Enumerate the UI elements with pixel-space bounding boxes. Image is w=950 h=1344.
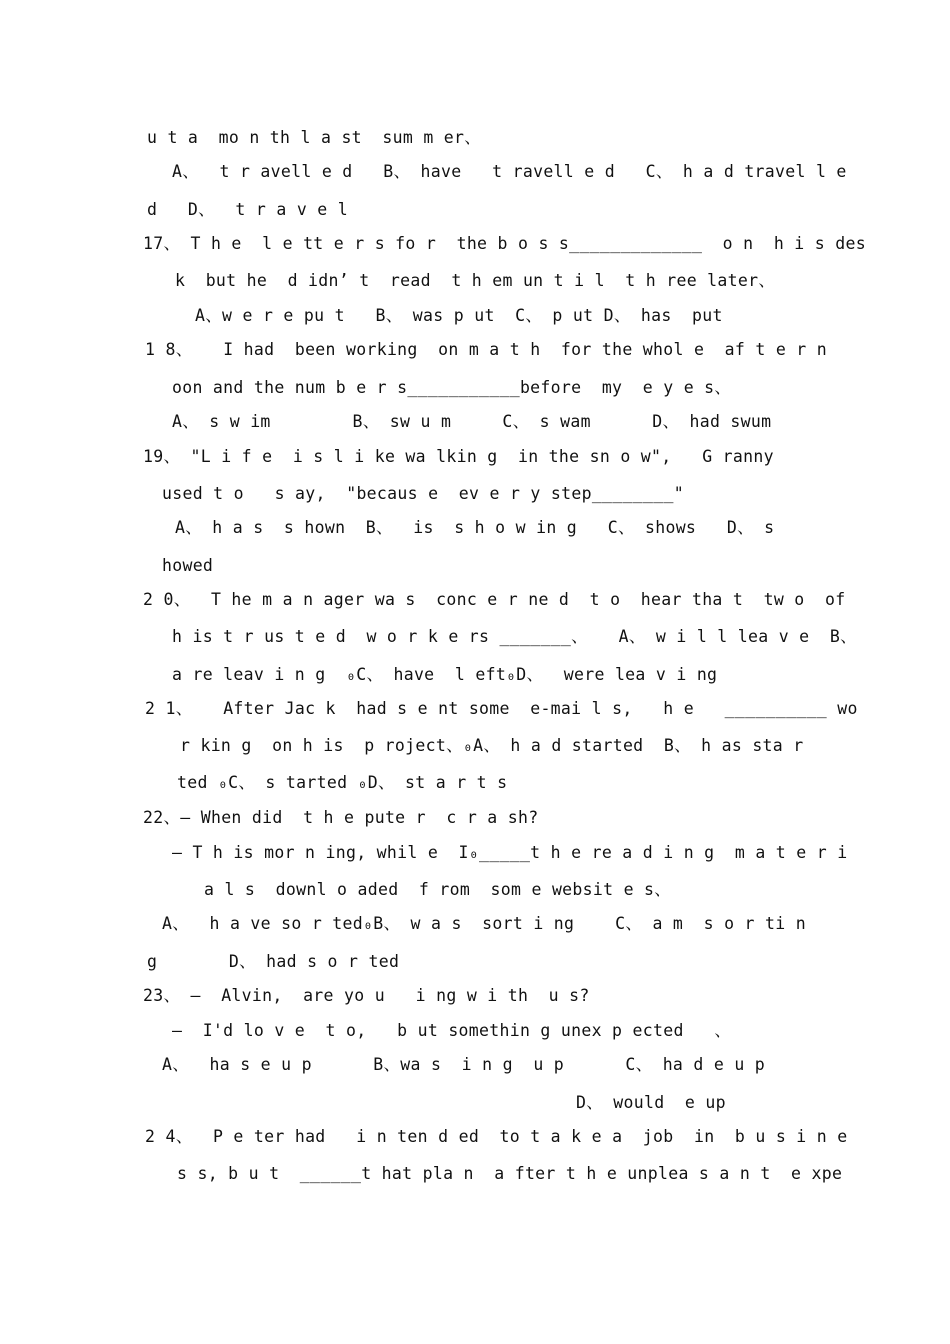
text-line: A、 h a s s hown B、 is s h o w in g C、 shows D、 s <box>175 518 775 537</box>
text-line: r kin g on h is p roject、₀A、 h a d started B、 h as sta r <box>180 736 804 755</box>
text-line: howed <box>162 556 214 575</box>
text-line: 22、— When did t h e pute r c r a sh? <box>143 808 539 827</box>
text-line: d D、 t r a v e l <box>147 200 349 219</box>
text-line: 2 0、 T he m a n ager wa s conc e r ne d t o hear tha t tw o of <box>143 590 846 609</box>
text-line: a l s downl o aded f rom som e websit e s、 <box>204 880 672 899</box>
text-line: 2 4、 P e ter had i n ten d ed to t a k e a job in b u s i n e <box>145 1127 848 1146</box>
text-line: a re leav i n g ₀C、 have l eft₀D、 were lea v i ng <box>172 665 718 684</box>
text-line: A、 h a ve so r ted₀B、 w a s sort i ng C、 a m s o r ti n <box>162 914 806 933</box>
text-line: D、 would e up <box>576 1093 726 1112</box>
text-line: ted ₀C、 s tarted ₀D、 st a r t s <box>177 773 508 792</box>
text-line: 17、 T h e l e tt e r s fo r the b o s s_____________ o n h i s des <box>143 234 866 253</box>
text-line: A、 s w im B、 sw u m C、 s wam D、 had swum <box>172 412 772 431</box>
text-line: h is t r us t e d w o r k e rs _______、 A、 w i l l lea v e B、 <box>172 627 857 646</box>
text-line: oon and the num b e r s___________before my e y e s、 <box>172 378 732 397</box>
text-line: u t a mo n th l a st sum m er、 <box>147 128 482 147</box>
text-line: — I'd lo v e t o, b ut somethin g unex p ected 、 <box>172 1021 732 1040</box>
text-line: 1 8、 I had been working on m a t h for the whol e af t e r n <box>145 340 827 359</box>
text-line: A、 t r avell e d B、 have t ravell e d C、 h a d travel l e <box>172 162 847 181</box>
text-line: g D、 had s o r ted <box>147 952 400 971</box>
text-line: A、 ha s e u p B、wa s i n g u p C、 ha d e u p <box>162 1055 766 1074</box>
text-line: 19、 "L i f e i s l i ke wa lkin g in the sn o w", G ranny <box>143 447 774 466</box>
text-line: 2 1、 After Jac k had s e nt some e-mai l s, h e __________ wo <box>145 699 858 718</box>
text-line: 23、 — Alvin, are yo u i ng w i th u s? <box>143 986 590 1005</box>
text-line: used t o s ay, "becaus e ev e r y step________" <box>162 484 684 503</box>
text-line: k but he d idn’ t read t h em un t i l t h ree later、 <box>175 271 776 290</box>
text-line: s s, b u t ______t hat pla n a fter t h e unplea s a n t e xpe <box>177 1164 843 1183</box>
text-line: A、w e r e pu t B、 was p ut C、 p ut D、 has put <box>195 306 723 325</box>
text-line: — T h is mor n ing, whil e I₀_____t h e re a d i n g m a t e r i <box>172 843 848 862</box>
